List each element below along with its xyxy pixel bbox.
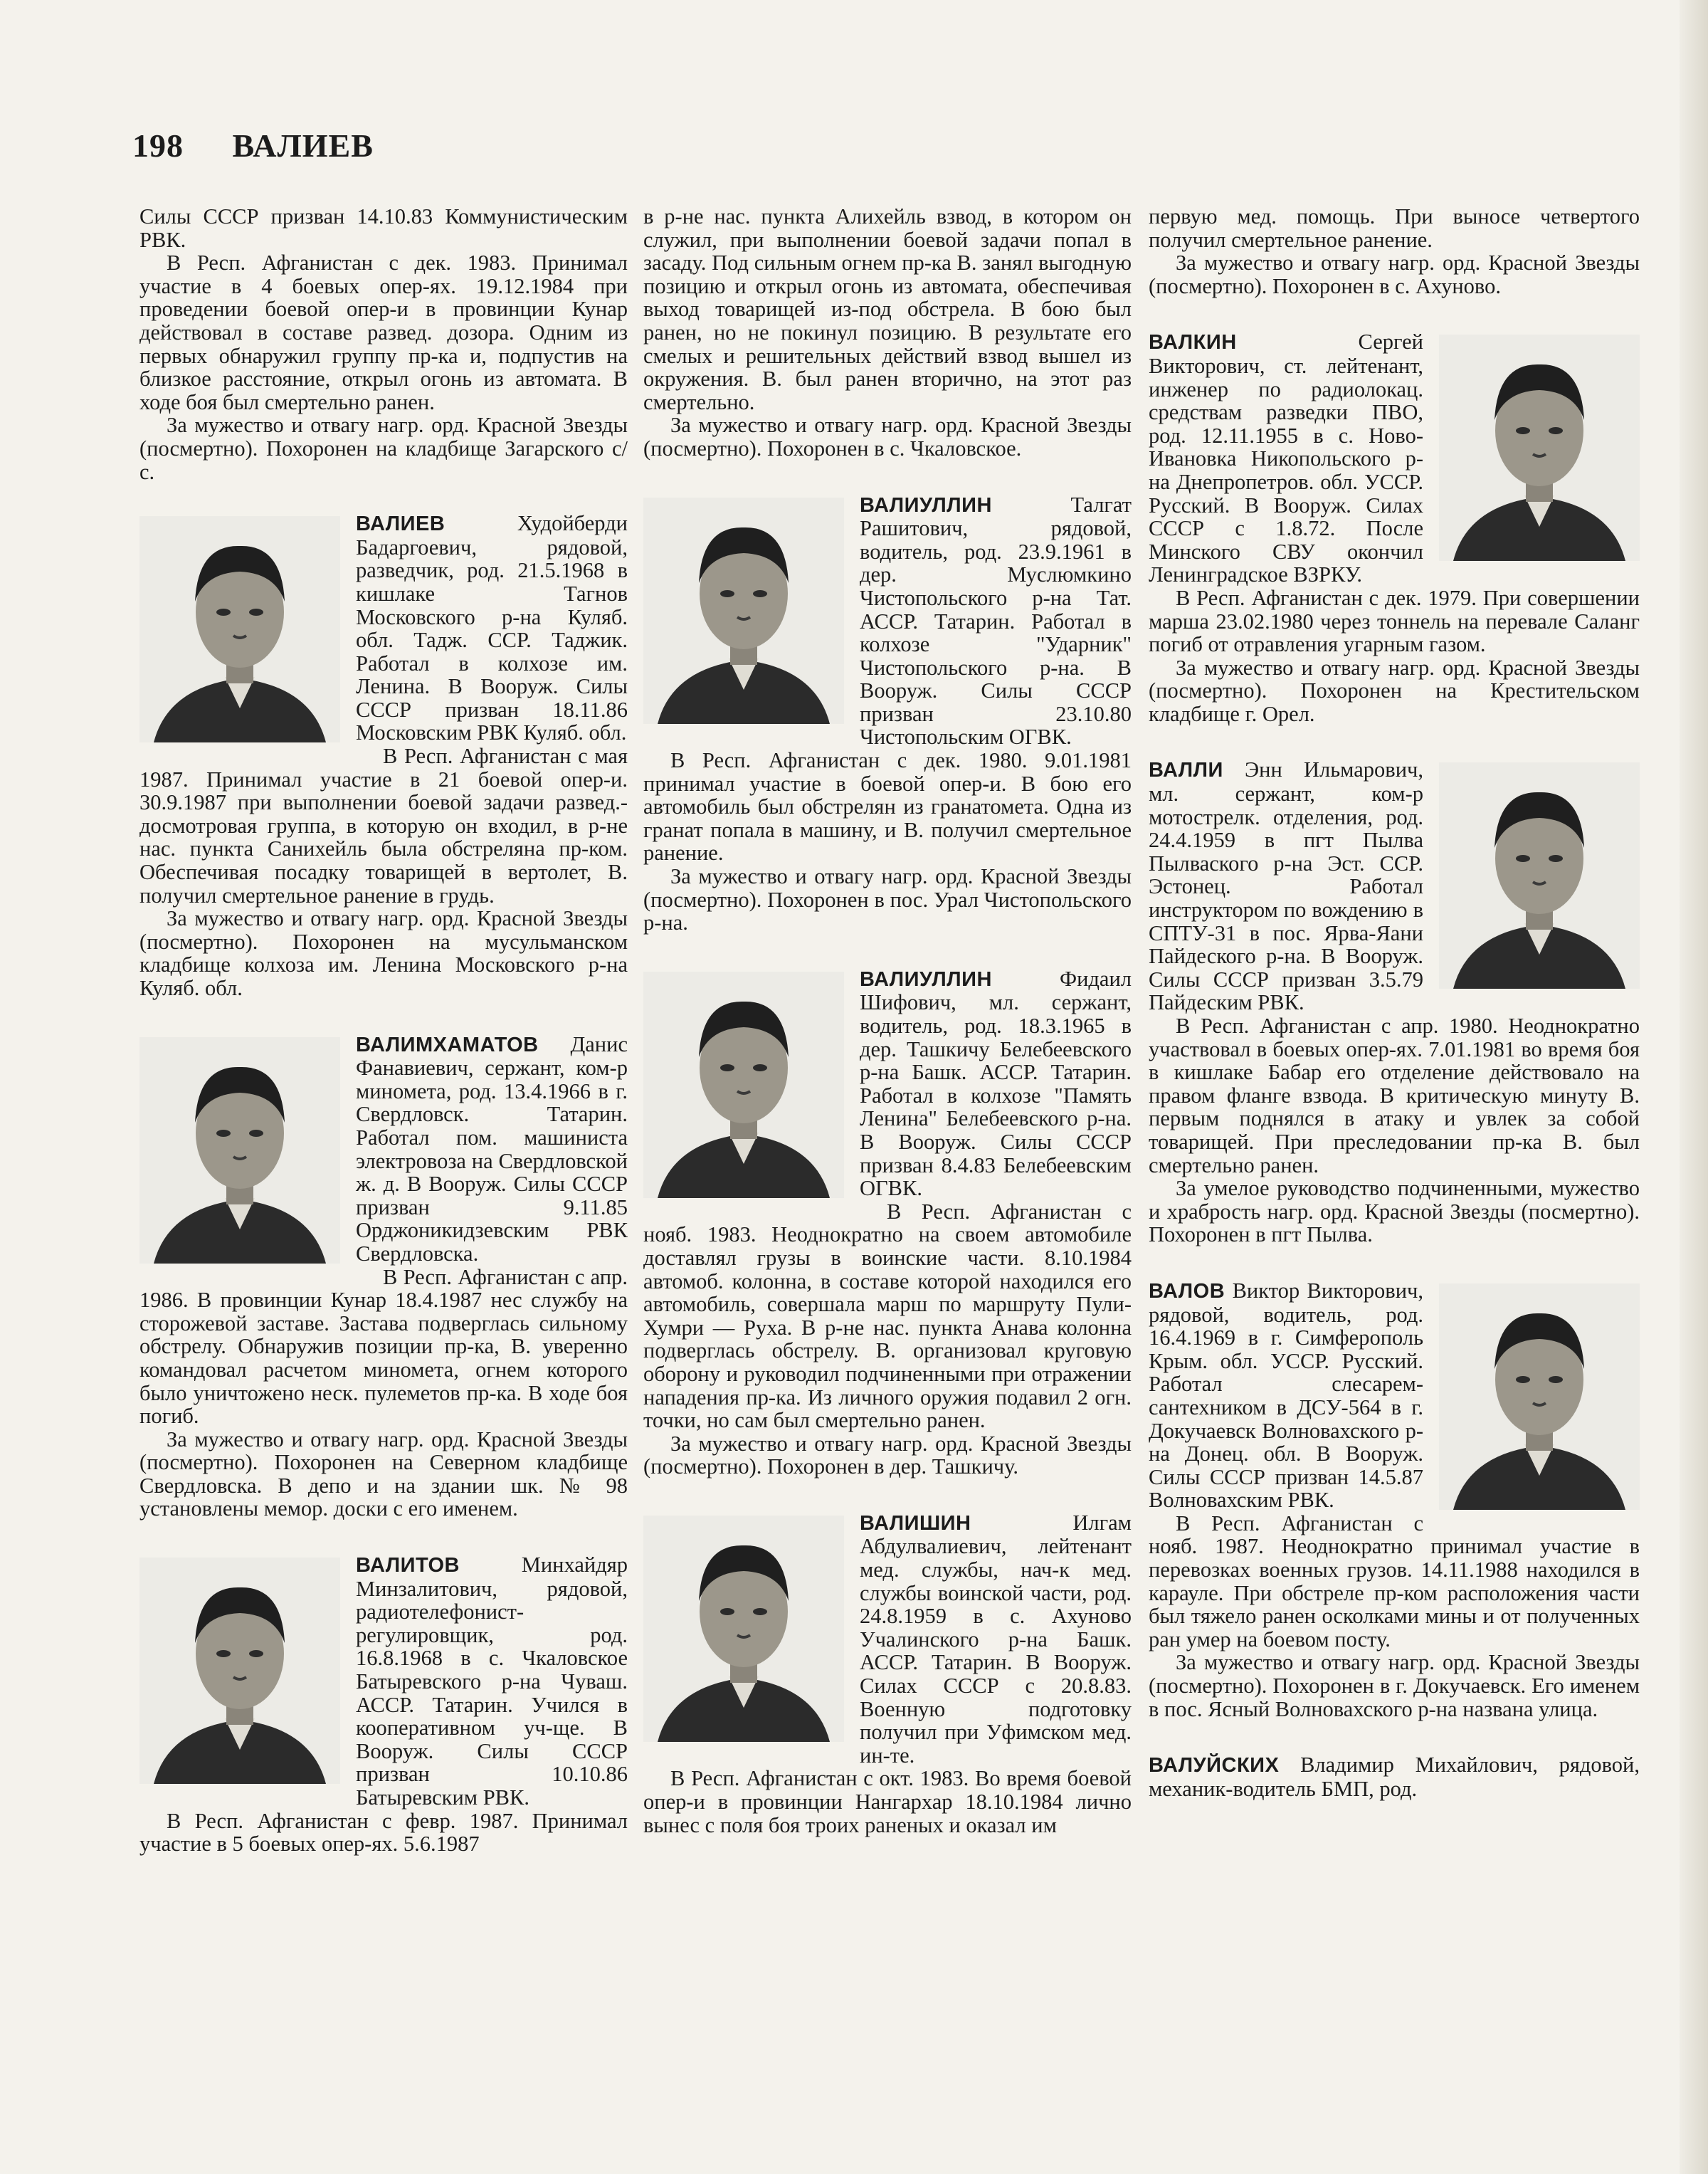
surname: ВАЛКИН [1149, 331, 1237, 355]
surname: ВАЛИУЛЛИН [860, 493, 992, 517]
paragraph: В Респ. Афганистан с апр. 1980. Неоднократно участвовал в боевых опер-ях. 7.01.1981 во время боя в кишлаке Бабар его отделение действовало на правом фланге взвода. В критическую минуту В. первым поднялся в атаку и увлек за собой товарищей. При преследовании пр-ка В. был смертельно ранен. [1149, 1014, 1640, 1177]
entry-text: Данис Фанавиевич, сержант, ком-р миномета, род. 13.4.1966 в г. Свердловск. Татарин. Работал пом. машиниста электровоза на Свердловской ж. д. В Вооруж. Силы СССР призван 9.11.85 Орджоникидзевским РВК Свердловска. [356, 1031, 628, 1266]
portrait-photo [139, 1558, 340, 1784]
surname: ВАЛИМХАМАТОВ [356, 1033, 539, 1056]
surname: ВАЛЛИ [1149, 759, 1223, 782]
surname: ВАЛИЕВ [356, 513, 446, 536]
entry-lead [1149, 1753, 1640, 1800]
surname: ВАЛОВ [1149, 1279, 1225, 1303]
entry-lead [643, 1511, 1132, 1768]
entry-text: Энн Ильмарович, мл. сержант, ком-р мотострелк. отделения, род. 24.4.1959 в пгт Пылва Пылваского р-на Эст. ССР. Эстонец. Работал инструктором по вождению в СПТУ-31 в пос. Ярва-Яани Пайдеского р-на. В Вооруж. Силы СССР призван 3.5.79 Пайдеским РВК. [1149, 757, 1423, 1015]
entry-lead [1149, 1279, 1640, 1512]
portrait-photo [139, 1037, 340, 1264]
paragraph: В Респ. Афганистан с нояб. 1987. Неоднократно принимал участие в перевозках военных грузов. 14.11.1988 находился в карауле. При обстреле пр-ком расположения части был тяжело ранен осколками мины и от полученных ран умер на боевом посту. [1149, 1511, 1640, 1651]
running-title: ВАЛИЕВ [232, 127, 374, 164]
paragraph: За мужество и отвагу нагр. орд. Красной Звезды (посмертно). Похоронен в пос. Урал Чистопольского р-на. [643, 864, 1132, 935]
paragraph: В Респ. Афганистан с дек. 1983. Принимал участие в 4 боевых опер-ях. 19.12.1984 при проведении боевой опер-и в провинции Кунар действовал в составе развед. дозора. Одним из первых обнаружил группу пр-ка и, подпустив на близкое расстояние, открыл огонь из автомата. В ходе боя был смертельно ранен. [139, 251, 628, 414]
entry-text: Илгам Абдулвалиевич, лейтенант мед. службы, нач-к мед. службы воинской части, род. 24.8.1959 в с. Ахуново Учалинского р-на Башк. АССР. Татарин. В Вооруж. Силах СССР с 20.8.83. Военную подготовку получил при Уфимском мед. ин-те. [860, 1510, 1132, 1768]
column-1 [139, 205, 628, 1889]
paragraph: За мужество и отвагу нагр. орд. Красной Звезды (посмертно). Похоронен на Крестительском кладбище г. Орел. [1149, 655, 1640, 726]
entry-text: Талгат Рашитович, рядовой, водитель, род. 23.9.1961 в дер. Муслюмкино Чистопольского р-на Тат. АССР. Татарин. Работал в колхозе "Ударник" Чистопольского р-на. В Вооруж. Силы СССР призван 23.10.80 Чистопольским ОГВК. [860, 492, 1132, 750]
paragraph: За мужество и отвагу нагр. орд. Красной Звезды (посмертно). Похоронен в дер. Ташкичу. [643, 1431, 1132, 1479]
surname: ВАЛИУЛЛИН [860, 967, 992, 991]
entry-text: Сергей Викторович, ст. лейтенант, инженер по радиолокац. средствам разведки ПВО, род. 12.11.1955 в с. Ново-Ивановка Никопольского р-на Днепропетров. обл. УССР. Русский. В Вооруж. Силах СССР с 1.8.72. После Минского СВУ окончил Ленинградское ВЗРКУ. [1149, 330, 1423, 587]
entry-text: Фидаил Шифович, мл. сержант, водитель, род. 18.3.1965 в дер. Ташкичу Белебеевского р-на Башк. АССР. Татарин. Работал в колхозе "Память Ленина" Белебеевского р-на. В Вооруж. Силы СССР призван 8.4.83 Белебеевским ОГВК. [860, 966, 1132, 1201]
continued-entry [643, 205, 1132, 461]
column-2 [643, 205, 1132, 1869]
portrait-photo [643, 1516, 844, 1742]
paragraph: В Респ. Афганистан с окт. 1983. Во время боевой опер-и в провинции Нангархар 18.10.1984 лично вынес с поля боя троих раненых и оказал им [643, 1766, 1132, 1837]
paragraph: За мужество и отвагу нагр. орд. Красной Звезды (посмертно). Похоронен в г. Докучаевск. Его именем в пос. Ясный Волновахского р-на названа улица. [1149, 1650, 1640, 1721]
paragraph: первую мед. помощь. При выносе четвертого получил смертельное ранение. [1149, 204, 1640, 252]
portrait-photo [643, 972, 844, 1198]
paragraph: За мужество и отвагу нагр. орд. Красной Звезды (посмертно). Похоронен в с. Ахуново. [1149, 251, 1640, 298]
entry-valiullin-talgat [643, 493, 1132, 935]
entry-valov [1149, 1279, 1640, 1721]
paragraph: За мужество и отвагу нагр. орд. Красной Звезды (посмертно). Похоронен в с. Чкаловское. [643, 413, 1132, 461]
entry-lead [1149, 758, 1640, 1014]
entry-text: Минхайдяр Минзалитович, рядовой, радиотелефонист-регулировщик, род. 16.8.1968 в с. Чкаловское Батыревского р-на Чуваш. АССР. Татарин. Учился в кооперативном уч-ще. В Вооруж. Силы СССР призван 10.10.86 Батыревским РВК. [356, 1553, 628, 1810]
entry-valuiskikh [1149, 1753, 1640, 1800]
entry-text: Худойберди Бадаргоевич, рядовой, разведчик, род. 21.5.1968 в кишлаке Тагнов Московского р-на Куляб. обл. Тадж. ССР. Таджик. Работал в колхозе им. Ленина. В Вооруж. Силы СССР призван 18.11.86 Московским РВК Куляб. обл. [356, 511, 628, 745]
paragraph: в р-не нас. пункта Алихейль взвод, в котором он служил, при выполнении боевой задачи попал в засаду. Под сильным огнем пр-ка В. занял выгодную позицию и открыл огонь из автомата, обеспечивая выход товарищей из-под обстрела. В бою был ранен, но не покинул позицию. В результате его смелых и решительных действий взвод вышел из окружения. В. был ранен вторично, на этот раз смертельно. [643, 204, 1132, 414]
page-header [132, 127, 374, 184]
page-number: 198 [132, 127, 184, 164]
surname: ВАЛИШИН [860, 1511, 971, 1535]
portrait-photo [643, 498, 844, 724]
entry-valiev [139, 512, 628, 999]
entry-lead [1149, 330, 1640, 587]
paragraph: В Респ. Афганистан с мая 1987. Принимал участие в 21 боевой опер-и. 30.9.1987 при выполнении боевой задачи развед.-досмотровая группа, в которую он входил, в р-не нас. пункта Санихейль была обстреляна пр-ком. Обеспечивая посадку товарищей в вертолет, В. получил смертельное ранение в грудь. [139, 744, 628, 908]
surname: ВАЛУЙСКИХ [1149, 1754, 1280, 1777]
page-edge [1680, 0, 1708, 2174]
portrait-photo [1439, 335, 1640, 561]
entry-valitov [139, 1553, 628, 1856]
paragraph: В Респ. Афганистан с февр. 1987. Принимал участие в 5 боевых опер-ях. 5.6.1987 [139, 1808, 628, 1857]
portrait-photo [1439, 1283, 1640, 1510]
entry-lead [139, 1033, 628, 1266]
entry-lead [643, 967, 1132, 1200]
entry-text: Владимир Михайлович, рядовой, механик-водитель БМП, род. [1149, 1753, 1640, 1801]
continued-entry [1149, 205, 1640, 298]
paragraph: За умелое руководство подчиненными, мужество и храбрость нагр. орд. Красной Звезды (посмертно). Похоронен в пгт Пылва. [1149, 1176, 1640, 1247]
entry-valli [1149, 758, 1640, 1246]
paragraph: В Респ. Афганистан с нояб. 1983. Неоднократно на своем автомобиле доставлял грузы в воинские части. 8.10.1984 автомоб. колонна, в составе которой находился его автомобиль, совершала марш по маршруту Пули-Хумри — Руха. В р-не нас. пункта Анава колонна подверглась обстрелу. В. организовал круговую оборону и руководил подчиненными при отражении нападения пр-ка. Из личного оружия подавил 2 огн. точки, но сам был смертельно ранен. [643, 1199, 1132, 1433]
entry-text: Виктор Викторович, рядовой, водитель, род. 16.4.1969 в г. Симферополь Крым. обл. УССР. Русский. Работал слесарем-сантехником в ДСУ-564 в г. Докучаевск Волновахского р-на Донец. обл. В Вооруж. Силы СССР призван 14.5.87 Волновахским РВК. [1149, 1278, 1423, 1513]
paragraph: В Респ. Афганистан с дек. 1980. 9.01.1981 принимал участие в боевой опер-и. В бою его автомобиль был обстрелян из гранатомета. Одна из гранат попала в машину, и В. получил смертельное ранение. [643, 748, 1132, 866]
continued-entry [139, 205, 628, 483]
paragraph: За мужество и отвагу нагр. орд. Красной Звезды (посмертно). Похоронен на Северном кладбище Свердловска. В депо и на здании шк. № 98 установлены мемор. доски с его именем. [139, 1427, 628, 1521]
entry-lead [643, 493, 1132, 750]
paragraph: За мужество и отвагу нагр. орд. Красной Звезды (посмертно). Похоронен на кладбище Загарского с/с. [139, 413, 628, 484]
portrait-photo [139, 516, 340, 742]
paragraph: Силы СССР призван 14.10.83 Коммунистическим РВК. [139, 204, 628, 252]
entry-lead [139, 1553, 628, 1810]
entry-valkin [1149, 330, 1640, 725]
paragraph: За мужество и отвагу нагр. орд. Красной Звезды (посмертно). Похоронен на мусульманском кладбище колхоза им. Ленина Московского р-на Куляб. обл. [139, 906, 628, 1000]
paragraph: В Респ. Афганистан с апр. 1986. В провинции Кунар 18.4.1987 нес службу на сторожевой заставе. Застава подверглась сильному обстрелу. Обнаружив позиции пр-ка, В. уверенно командовал расчетом миномета, огнем которого было уничтожено неск. пулеметов пр-ка. В ходе боя погиб. [139, 1264, 628, 1429]
column-3 [1149, 205, 1640, 1833]
portrait-photo [1439, 762, 1640, 989]
surname: ВАЛИТОВ [356, 1554, 460, 1577]
entry-valiullin-fidail [643, 967, 1132, 1479]
entry-valimkhamatov [139, 1033, 628, 1521]
paragraph: В Респ. Афганистан с дек. 1979. При совершении марша 23.02.1980 через тоннель на перевале Саланг погиб от отравления угарным газом. [1149, 585, 1640, 657]
entry-valishin [643, 1511, 1132, 1837]
entry-lead [139, 512, 628, 745]
